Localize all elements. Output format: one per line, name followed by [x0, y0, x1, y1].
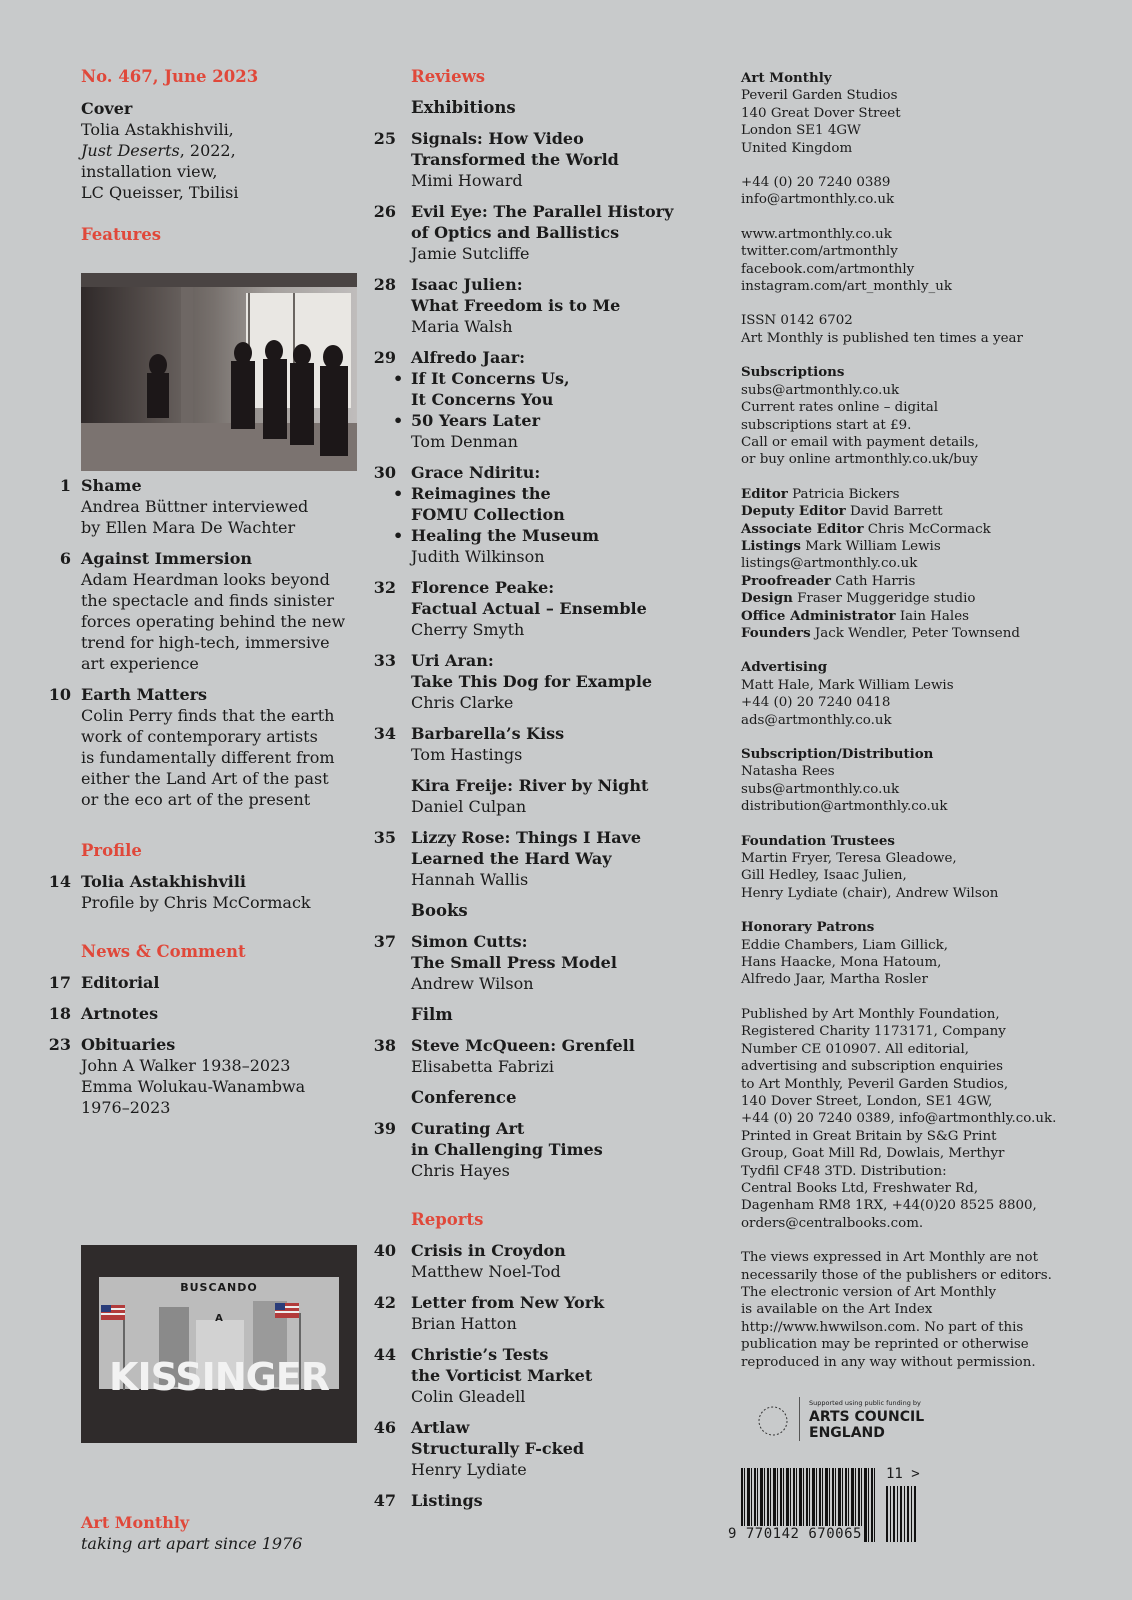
column-middle [373, 66, 693, 1521]
toc-entry[interactable]: 42 Letter from New York Brian Hatton [373, 1293, 605, 1333]
masthead-published: Published by Art Monthly Foundation, Registered Charity 1173171, Company Number CE 010907. All editorial, advertising and subscription enquiries to Art Monthly, Peveril Garden Studios, 140 Dover Street, London, SE1 4GW, +44 (0) 20 7240 0389, info@artmonthly.co.uk. Printed in Great Britain by S&G Print Group, Goat Mill Rd, Dowlais, Merthyr Tydfil CF48 3TD. Distribution: Central Books Ltd, Freshwater Rd, Dagenham RM8 1RX, +44(0)20 8525 8800, orders@centralbooks.com. [741, 1006, 1057, 1231]
masthead-patrons: Honorary Patrons Eddie Chambers, Liam Gillick, Hans Haacke, Mona Hatoum, Alfredo Jaar, Martha Rosler [741, 919, 949, 988]
kissinger-poster-graphic [81, 1245, 357, 1443]
toc-entry[interactable]: 32 Florence Peake: Factual Actual – Ensemble Cherry Smyth [373, 578, 647, 639]
toc-entry[interactable]: 35 Lizzy Rose: Things I Have Learned the Hard Way Hannah Wallis [373, 828, 642, 889]
column-left [48, 66, 368, 1128]
facebook-link[interactable]: facebook.com/artmonthly [741, 261, 915, 277]
masthead-column [741, 70, 1106, 1388]
section-reviews: Reviews [411, 67, 486, 86]
subsection-books: Books [411, 901, 468, 920]
chevron-right-icon: > [911, 1466, 920, 1482]
toc-entry[interactable]: 30 Grace Ndiritu: • Reimagines the FOMU Collection • Healing the Museum Judith Wilkinson [373, 462, 693, 567]
cover-installation-photo [81, 273, 357, 471]
toc-entry[interactable]: 44 Christie’s Tests the Vorticist Market Colin Gleadell [373, 1345, 593, 1406]
toc-entry[interactable]: 26 Evil Eye: The Parallel History of Optics and Ballistics Jamie Sutcliffe [373, 202, 674, 263]
masthead-issn: ISSN 0142 6702 Art Monthly is published ten times a year [741, 313, 1023, 346]
toc-entry[interactable]: 46 Artlaw Structurally F-cked Henry Lydiate [373, 1418, 585, 1479]
toc-entry[interactable]: 17 Editorial [48, 973, 160, 992]
masthead-staff: Editor Patricia Bickers Deputy Editor David Barrett Associate Editor Chris McCormack Listings Mark William Lewis listings@artmonthly.co.uk Proofreader Cath Harris Design Fraser Muggeridge studio Office Administrator Iain Hales Founders Jack Wendler, Peter Townsend [741, 485, 1020, 641]
toc-entry[interactable]: 39 Curating Art in Challenging Times Chris Hayes [373, 1119, 603, 1180]
masthead-distribution: Subscription/Distribution Natasha Rees subs@artmonthly.co.uk distribution@artmonthly.co.uk [741, 746, 948, 815]
toc-entry[interactable]: 33 Uri Aran: Take This Dog for Example Chris Clarke [373, 651, 653, 712]
toc-entry[interactable]: 18 Artnotes [48, 1004, 159, 1023]
subsection-conference: Conference [411, 1088, 517, 1107]
toc-entry[interactable]: 25 Signals: How Video Transformed the World Mimi Howard [373, 129, 619, 190]
cover-credit: Cover Tolia Astakhishvili, Just Deserts, 2022, installation view, LC Queisser, Tbilisi [48, 98, 368, 203]
twitter-link[interactable]: twitter.com/artmonthly [741, 244, 898, 260]
masthead-advertising: Advertising Matt Hale, Mark William Lewis +44 (0) 20 7240 0418 ads@artmonthly.co.uk [741, 659, 954, 728]
subsection-exhibitions: Exhibitions [411, 98, 516, 117]
toc-entry[interactable]: 34 Barbarella’s Kiss Tom Hastings [373, 724, 565, 764]
footer-brand: Art Monthly [81, 1513, 190, 1532]
toc-entry[interactable]: 29 Alfredo Jaar: • If It Concerns Us, It Concerns You • 50 Years Later Tom Denman [373, 347, 693, 452]
toc-entry[interactable]: 37 Simon Cutts: The Small Press Model Andrew Wilson [373, 932, 617, 993]
masthead-disclaimer: The views expressed in Art Monthly are not necessarily those of the publishers or editors. The electronic version of Art Monthly is available on the Art Index http://www.hwwilson.com. No part of this publication may be reprinted or otherwise reproduced in any way without permission. [741, 1250, 1052, 1370]
footer [81, 1512, 302, 1554]
installation-photo-graphic [81, 273, 357, 471]
toc-entry[interactable]: 47 Listings [373, 1491, 483, 1510]
toc-entry[interactable]: 23 Obituaries John A Walker 1938–2023 Emma Wolukau-Wanambwa 1976–2023 [48, 1035, 306, 1117]
masthead-subscriptions: Subscriptions subs@artmonthly.co.uk Current rates online – digital subscriptions start at £9. Call or email with payment details, or buy online artmonthly.co.uk/buy [741, 364, 979, 468]
section-news: News & Comment [81, 942, 246, 961]
toc-entry[interactable]: Kira Freije: River by Night Daniel Culpan [411, 776, 649, 816]
toc-entry[interactable]: 6 Against Immersion Adam Heardman looks beyond the spectacle and finds sinister forces operating behind the new trend for high-tech, immersive art experience [59, 549, 346, 673]
masthead-contact: +44 (0) 20 7240 0389 info@artmonthly.co.uk [741, 174, 1106, 209]
section-features: Features [81, 225, 162, 244]
features-list [48, 475, 368, 810]
section-reports: Reports [411, 1210, 484, 1229]
toc-entry[interactable]: 38 Steve McQueen: Grenfell Elisabetta Fabrizi [373, 1036, 635, 1076]
arts-council-supported: Supported using public funding by [809, 1399, 921, 1407]
toc-entry[interactable]: 1 Shame Andrea Büttner interviewed by Ellen Mara De Wachter [59, 476, 309, 537]
footer-tagline: taking art apart since 1976 [81, 1534, 303, 1553]
instagram-link[interactable]: instagram.com/art_monthly_uk [741, 279, 952, 295]
poster-mid-text: A [215, 1313, 223, 1324]
toc-entry[interactable]: 40 Crisis in Croydon Matthew Noel-Tod [373, 1241, 566, 1281]
email-link[interactable]: info@artmonthly.co.uk [741, 192, 895, 208]
masthead-web [741, 226, 1106, 296]
barcode-number: 9 770142 670065 [728, 1526, 862, 1542]
toc-entry[interactable]: 28 Isaac Julien: What Freedom is to Me Maria Walsh [373, 275, 621, 336]
poster-title-text: KISSINGER [109, 1355, 329, 1399]
barcode-addon-number: 11 > [886, 1466, 920, 1482]
masthead-trustees: Foundation Trustees Martin Fryer, Teresa Gleadowe, Gill Hedley, Isaac Julien, Henry Lydiate (chair), Andrew Wilson [741, 832, 999, 901]
subsection-film: Film [411, 1005, 453, 1024]
masthead-address: Art Monthly Peveril Garden Studios 140 Great Dover Street London SE1 4GW United Kingdom [741, 70, 901, 156]
toc-entry[interactable]: 14 Tolia Astakhishvili Profile by Chris McCormack [48, 872, 311, 912]
website-link[interactable]: www.artmonthly.co.uk [741, 226, 892, 242]
section-profile: Profile [81, 841, 142, 860]
arts-council-name: ARTS COUNCIL ENGLAND [809, 1409, 925, 1441]
toc-entry[interactable]: 10 Earth Matters Colin Perry finds that the earth work of contemporary artists is fundamentally different from either the Land Art of the past or the eco art of the present [48, 685, 335, 809]
arts-council-logo [749, 1397, 935, 1445]
arts-council-ring-icon [749, 1397, 797, 1445]
poster-top-text: BUSCANDO [180, 1281, 258, 1294]
issue-label: No. 467, June 2023 [81, 67, 259, 86]
kissinger-poster-photo [81, 1245, 357, 1443]
barcode-addon [886, 1486, 918, 1542]
cover-label: Cover [81, 99, 133, 118]
